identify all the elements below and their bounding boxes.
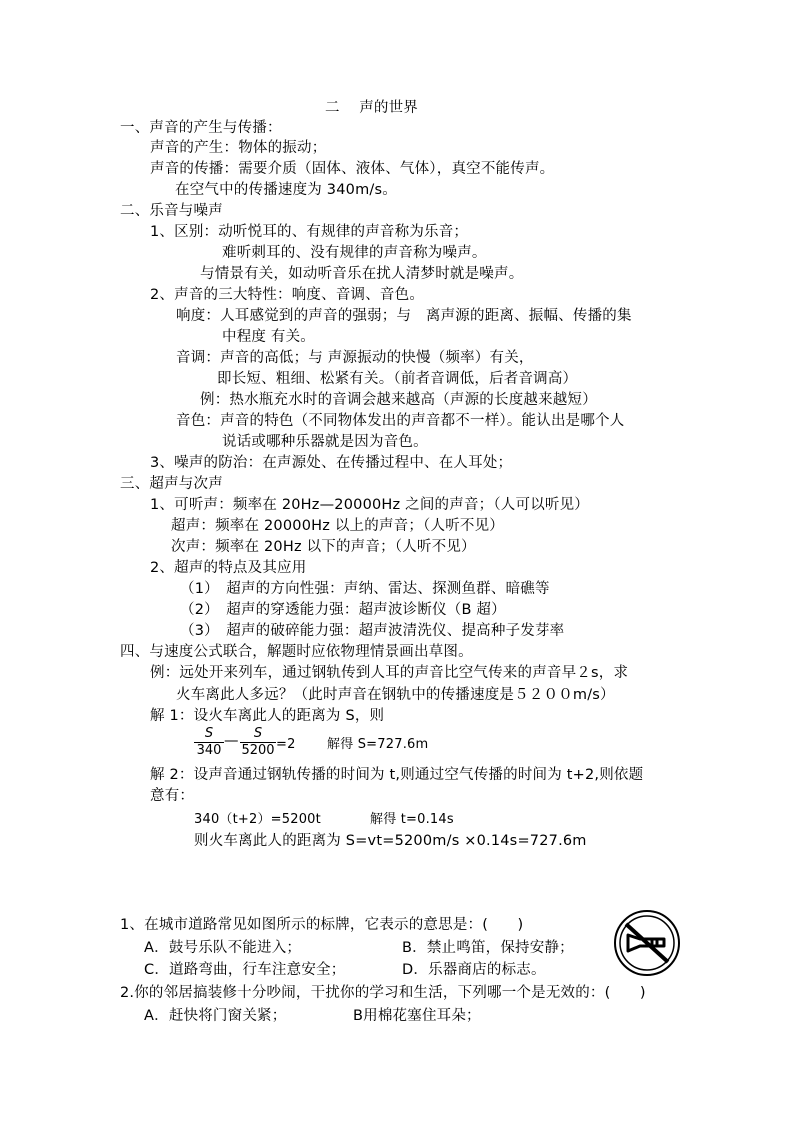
fraction-1 <box>194 726 224 759</box>
text-line: 火车离此人多远？（此时声音在钢轨中的传播速度是５２００m/s） <box>176 687 615 703</box>
text-line: 即长短、粗细、松紧有关。（前者音调低，后者音调高） <box>217 371 578 387</box>
text-line: 响度：人耳感觉到的声音的强弱；与 离声源的距离、振幅、传播的集 <box>176 308 632 324</box>
minus-sign: — <box>224 733 239 749</box>
option-a: A．鼓号乐队不能进入； <box>144 940 302 956</box>
text-line: 声音的产生：物体的振动； <box>150 140 327 156</box>
formula-answer: 解得 S=727.6m <box>327 737 429 752</box>
no-horn-sign-icon <box>612 908 682 978</box>
text-line: 意有： <box>150 788 195 804</box>
text-line: 解 2：设声音通过钢轨传播的时间为 t,则通过空气传播的时间为 t+2,则依题 <box>150 767 644 783</box>
option-c: C．道路弯曲，行车注意安全； <box>144 962 346 978</box>
fraction-1-denominator: 340 <box>196 743 222 758</box>
text-line: 1、区别：动听悦耳的、有规律的声音称为乐音； <box>150 224 469 240</box>
distance-result: 则火车离此人的距离为 S=vt=5200m/s ×0.14s=727.6m <box>194 833 587 849</box>
text-line: 例：远处开来列车，通过钢轨传到人耳的声音比空气传来的声音早２s，求 <box>150 665 629 681</box>
section-3-heading: 三、超声与次声 <box>120 476 223 492</box>
formula-rhs: =2 <box>276 737 296 752</box>
list-item: （1） 超声的方向性强：声纳、雷达、探测鱼群、暗礁等 <box>180 581 550 597</box>
text-line: 1、可听声：频率在 20Hz—20000Hz 之间的声音；（人可以听见） <box>150 497 589 513</box>
page-title: 二 声的世界 <box>325 100 419 116</box>
text-line: 2、超声的特点及其应用 <box>150 560 307 576</box>
fraction-2 <box>240 726 276 759</box>
text-line: 声音的传播：需要介质（固体、液体、气体），真空不能传声。 <box>150 161 555 177</box>
section-1-heading: 一、声音的产生与传播： <box>120 120 282 136</box>
text-line: 例：热水瓶充水时的音调会越来越高（声源的长度越来越短） <box>200 392 597 408</box>
text-line: 2、声音的三大特性：响度、音调、音色。 <box>150 287 425 303</box>
list-item: （3） 超声的破碎能力强：超声波清洗仪、提高种子发芽率 <box>180 623 565 639</box>
question-1: 1、在城市道路常见如图所示的标牌，它表示的意思是：( ) <box>120 917 524 933</box>
text-line: 3、噪声的防治：在声源处、在传播过程中、在人耳处； <box>150 455 513 471</box>
text-line: 解 1：设火车离此人的距离为 S，则 <box>150 708 385 724</box>
fraction-1-numerator: S <box>194 726 224 743</box>
text-line: 音色：声音的特色（不同物体发出的声音都不一样）。能认出是哪个人 <box>176 413 625 429</box>
fraction-2-denominator: 5200 <box>241 743 275 758</box>
option-b: B用棉花塞住耳朵； <box>353 1008 481 1024</box>
text-line: 与情景有关，如动听音乐在扰人清梦时就是噪声。 <box>200 266 524 282</box>
text-line: 中程度 有关。 <box>222 329 316 345</box>
option-d: D．乐器商店的标志。 <box>402 962 546 978</box>
section-4-heading: 四、与速度公式联合，解题时应依物理情景画出草图。 <box>120 644 473 660</box>
text-line: 超声：频率在 20000Hz 以上的声音；（人听不见） <box>171 518 505 534</box>
equation: 340（t+2）=5200t <box>194 812 321 827</box>
text-line: 难听刺耳的、没有规律的声音称为噪声。 <box>222 245 487 261</box>
list-item: （2） 超声的穿透能力强：超声波诊断仪（B 超） <box>180 602 506 618</box>
equation-answer: 解得 t=0.14s <box>370 812 454 827</box>
question-2: 2.你的邻居搞装修十分吵闹，干扰你的学习和生活，下列哪一个是无效的：( ) <box>120 985 646 1001</box>
section-2-heading: 二、乐音与噪声 <box>120 203 223 219</box>
text-line: 说话或哪种乐器就是因为音色。 <box>222 434 428 450</box>
text-line: 音调：声音的高低；与 声源振动的快慢（频率）有关， <box>176 350 534 366</box>
fraction-2-numerator: S <box>240 726 276 743</box>
text-line: 在空气中的传播速度为 340m/s。 <box>175 182 397 198</box>
option-a: A．赶快将门窗关紧； <box>144 1008 287 1024</box>
option-b: B．禁止鸣笛，保持安静； <box>402 940 574 956</box>
text-line: 次声：频率在 20Hz 以下的声音；（人听不见） <box>171 539 476 555</box>
